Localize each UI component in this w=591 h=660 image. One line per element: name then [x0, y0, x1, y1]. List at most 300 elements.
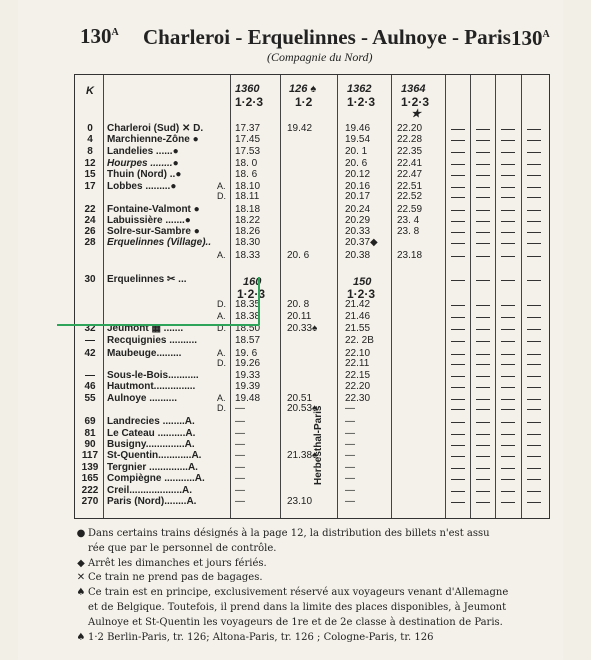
arrival-departure-marker: A.	[217, 250, 226, 260]
table-row	[75, 496, 549, 508]
station-name: Fontaine-Valmont ●	[107, 204, 200, 215]
table-row	[75, 274, 549, 286]
empty-column-dash	[476, 164, 490, 165]
empty-column-dash	[476, 399, 490, 400]
time-cell: —	[345, 450, 355, 461]
empty-column-dash	[527, 468, 541, 469]
footnote-symbol-icon: ♠	[76, 587, 86, 598]
time-cell: 18.26	[235, 226, 261, 237]
empty-column-dash	[451, 175, 465, 176]
empty-column-dash	[451, 152, 465, 153]
time-cell: 20. 6	[287, 250, 310, 261]
time-cell: 19.48	[235, 393, 261, 404]
empty-column-dash	[476, 129, 490, 130]
time-cell: 20.17	[345, 191, 371, 202]
time-cell: —	[345, 428, 355, 439]
km-value: 8	[87, 146, 93, 157]
empty-column-dash	[451, 491, 465, 492]
empty-column-dash	[451, 502, 465, 503]
empty-column-dash	[527, 479, 541, 480]
timetable-grid	[74, 74, 550, 519]
time-cell: —	[345, 462, 355, 473]
empty-column-dash	[527, 354, 541, 355]
empty-column-dash	[527, 280, 541, 281]
empty-column-dash	[451, 232, 465, 233]
footnote-symbol-icon: ♠	[76, 632, 86, 643]
time-cell: 21.55	[345, 323, 371, 334]
empty-column-dash	[527, 445, 541, 446]
table-row	[75, 403, 549, 415]
km-value: 28	[84, 237, 96, 248]
empty-column-dash	[527, 376, 541, 377]
empty-column-dash	[451, 280, 465, 281]
arrival-departure-marker: A.	[217, 311, 226, 321]
empty-column-dash	[527, 164, 541, 165]
table-row	[75, 191, 549, 203]
time-cell: 17.53	[235, 146, 261, 157]
footnote-symbol-icon: ●	[76, 528, 86, 539]
empty-column-dash	[527, 317, 541, 318]
empty-column-dash	[451, 317, 465, 318]
station-name: Sous-le-Bois...........	[107, 370, 199, 381]
empty-column-dash	[476, 140, 490, 141]
empty-column-dash	[527, 409, 541, 410]
km-value: 81	[84, 428, 96, 439]
time-cell: 20.53♠	[287, 403, 318, 414]
empty-column-dash	[501, 210, 515, 211]
empty-column-dash	[527, 456, 541, 457]
empty-column-dash	[451, 354, 465, 355]
km-value: 4	[87, 134, 93, 145]
arrival-departure-marker: D.	[217, 191, 226, 201]
empty-column-dash	[451, 479, 465, 480]
empty-column-dash	[476, 329, 490, 330]
empty-column-dash	[501, 445, 515, 446]
km-value: 46	[84, 381, 96, 392]
table-row	[75, 134, 549, 146]
time-cell: 18.10	[235, 181, 261, 192]
time-cell: 22.28	[397, 134, 423, 145]
empty-column-dash	[476, 175, 490, 176]
table-row	[75, 311, 549, 323]
empty-column-dash	[527, 305, 541, 306]
sub-train-class: 1·2·3	[347, 287, 376, 301]
empty-column-dash	[451, 140, 465, 141]
empty-column-dash	[501, 243, 515, 244]
star-icon: ★	[411, 108, 421, 120]
time-cell: —	[235, 416, 245, 427]
footnote-text: 1·2 Berlin-Paris, tr. 126; Altona-Paris, tr. 126 ; Cologne-Paris, tr. 126	[88, 632, 434, 643]
empty-column-dash	[527, 129, 541, 130]
station-name: Lobbes .........●	[107, 181, 177, 192]
empty-column-dash	[527, 341, 541, 342]
empty-column-dash	[476, 232, 490, 233]
time-cell: 18.50	[235, 323, 261, 334]
empty-column-dash	[501, 502, 515, 503]
km-value: 117	[81, 450, 99, 461]
empty-column-dash	[451, 468, 465, 469]
table-row	[75, 250, 549, 262]
time-cell: 19.33	[235, 370, 261, 381]
table-row	[75, 416, 549, 428]
footnote	[74, 543, 550, 554]
km-value: 55	[84, 393, 96, 404]
table-row	[75, 358, 549, 370]
empty-column-dash	[451, 445, 465, 446]
empty-column-dash	[501, 456, 515, 457]
station-name: Hourpes ........●	[107, 158, 179, 169]
empty-column-dash	[476, 364, 490, 365]
time-cell: 17.37	[235, 123, 261, 134]
empty-column-dash	[451, 329, 465, 330]
empty-column-dash	[501, 317, 515, 318]
table-row	[75, 146, 549, 158]
time-cell: 18.30	[235, 237, 261, 248]
time-cell: 18. 6	[235, 169, 258, 180]
table-number-right: $130^A$	[511, 26, 550, 50]
empty-column-dash	[476, 445, 490, 446]
station-name: Aulnoye ..........	[107, 393, 178, 404]
km-value: 15	[84, 169, 96, 180]
empty-column-dash	[501, 280, 515, 281]
station-name: Erquelinnes ✂ ...	[107, 274, 187, 285]
station-name: Marchienne-Zône ●	[107, 134, 199, 145]
empty-column-dash	[501, 232, 515, 233]
empty-column-dash	[476, 502, 490, 503]
km-value: 139	[81, 462, 99, 473]
footnote-text: Dans certains trains désignés à la page 12, la distribution des billets n'est assu	[88, 528, 490, 539]
station-name: St-Quentin............A.	[107, 450, 202, 461]
empty-column-dash	[501, 175, 515, 176]
station-name: Solre-sur-Sambre ●	[107, 226, 200, 237]
time-cell: 17.45	[235, 134, 261, 145]
empty-column-dash	[476, 387, 490, 388]
station-name: Maubeuge.........	[107, 348, 182, 359]
time-cell: 22.15	[345, 370, 371, 381]
empty-column-dash	[476, 221, 490, 222]
table-row	[75, 381, 549, 393]
time-cell: 22.47	[397, 169, 423, 180]
time-cell: 19.39	[235, 381, 261, 392]
time-cell: 18. 0	[235, 158, 258, 169]
table-row	[75, 450, 549, 462]
time-cell: 22.11	[345, 358, 370, 369]
station-name: Creil...................A.	[107, 485, 193, 496]
time-cell: 23. 8	[397, 226, 420, 237]
time-cell: —	[345, 496, 355, 507]
station-name: Hautmont...............	[107, 381, 196, 392]
train-number: 1362	[347, 83, 372, 95]
empty-column-dash	[476, 305, 490, 306]
time-cell: 19.54	[345, 134, 371, 145]
km-value: 17	[84, 181, 96, 192]
time-cell: 20.16	[345, 181, 371, 192]
empty-column-dash	[501, 197, 515, 198]
station-name: Charleroi (Sud) ✕ D.	[107, 123, 204, 134]
km-value: 0	[87, 123, 93, 134]
empty-column-dash	[476, 280, 490, 281]
empty-column-dash	[476, 317, 490, 318]
time-cell: 20.33	[345, 226, 371, 237]
footnote	[74, 528, 550, 539]
empty-column-dash	[451, 256, 465, 257]
time-cell: 18.57	[235, 335, 261, 346]
empty-column-dash	[527, 210, 541, 211]
table-row	[75, 335, 549, 347]
empty-column-dash	[501, 256, 515, 257]
station-name: Paris (Nord)........A.	[107, 496, 197, 507]
empty-column-dash	[451, 243, 465, 244]
time-cell: 21.46	[345, 311, 371, 322]
time-cell: —	[235, 403, 245, 414]
time-cell: 22.10	[345, 348, 371, 359]
empty-column-dash	[527, 197, 541, 198]
empty-column-dash	[527, 491, 541, 492]
company-name: (Compagnie du Nord)	[267, 50, 373, 64]
sub-train-number: 160	[243, 276, 262, 288]
time-cell: 21.42	[345, 299, 371, 310]
km-value: 90	[84, 439, 96, 450]
empty-column-dash	[527, 387, 541, 388]
time-cell: 22.59	[397, 204, 423, 215]
empty-column-dash	[501, 409, 515, 410]
km-value: —	[85, 370, 95, 381]
time-cell: 22.35	[397, 146, 423, 157]
empty-column-dash	[501, 364, 515, 365]
table-row	[75, 299, 549, 311]
empty-column-dash	[476, 152, 490, 153]
km-value: 42	[84, 348, 96, 359]
km-value: 270	[81, 496, 99, 507]
km-value: 69	[84, 416, 96, 427]
train-number: 126 ♠	[289, 83, 317, 95]
empty-column-dash	[451, 221, 465, 222]
empty-column-dash	[501, 434, 515, 435]
arrival-departure-marker: A.	[217, 393, 226, 403]
station-name: Recquignies ..........	[107, 335, 198, 346]
station-name: Tergnier ..............A.	[107, 462, 198, 473]
empty-column-dash	[476, 243, 490, 244]
empty-column-dash	[527, 399, 541, 400]
route-vertical-label: Herbesthal-Paris	[313, 405, 324, 485]
empty-column-dash	[451, 364, 465, 365]
empty-column-dash	[451, 456, 465, 457]
train-class: 1·2	[295, 95, 313, 109]
station-name: Labuissière .......●	[107, 215, 191, 226]
empty-column-dash	[527, 187, 541, 188]
empty-column-dash	[501, 354, 515, 355]
empty-column-dash	[501, 468, 515, 469]
empty-column-dash	[451, 341, 465, 342]
empty-column-dash	[451, 305, 465, 306]
time-cell: —	[235, 473, 245, 484]
time-cell: 18.22	[235, 215, 261, 226]
empty-column-dash	[451, 164, 465, 165]
empty-column-dash	[451, 187, 465, 188]
time-cell: 20.11	[287, 311, 312, 322]
time-cell: 19.46	[345, 123, 371, 134]
empty-column-dash	[501, 399, 515, 400]
time-cell: —	[235, 439, 245, 450]
km-value: —	[85, 335, 95, 346]
arrival-departure-marker: D.	[217, 299, 226, 309]
time-cell: 20. 6	[345, 158, 368, 169]
empty-column-dash	[476, 354, 490, 355]
timetable-page	[18, 0, 563, 660]
arrival-departure-marker: A.	[217, 348, 226, 358]
empty-column-dash	[527, 364, 541, 365]
station-name: Compiègne ...........A.	[107, 473, 205, 484]
train-class: 1·2·3	[401, 95, 430, 109]
footnote-text: et de Belgique. Toutefois, il prend dans la limite des places disponibles, à Jeumont	[88, 602, 507, 613]
empty-column-dash	[527, 256, 541, 257]
time-cell: 22.30	[345, 393, 371, 404]
empty-column-dash	[501, 387, 515, 388]
station-name: Thuin (Nord) ..●	[107, 169, 182, 180]
empty-column-dash	[527, 434, 541, 435]
empty-column-dash	[476, 456, 490, 457]
time-cell: 22. 2B	[345, 335, 374, 346]
time-cell: 22.41	[397, 158, 423, 169]
arrival-departure-marker: D.	[217, 323, 226, 333]
highlight-line	[57, 324, 259, 326]
time-cell: 20.12	[345, 169, 371, 180]
time-cell: —	[345, 439, 355, 450]
km-value: 222	[81, 485, 99, 496]
empty-column-dash	[451, 387, 465, 388]
route-title: Charleroi - Erquelinnes - Aulnoye - Paris	[143, 25, 511, 49]
empty-column-dash	[501, 491, 515, 492]
time-cell: 20.29	[345, 215, 371, 226]
empty-column-dash	[476, 434, 490, 435]
time-cell: 19. 6	[235, 348, 258, 359]
station-name: Erquelinnes (Village)..	[107, 237, 212, 248]
footnote	[74, 632, 550, 643]
time-cell: 23. 4	[397, 215, 420, 226]
time-cell: 20.33♠	[287, 323, 318, 334]
time-cell: 20.38	[345, 250, 371, 261]
time-cell: 20. 8	[287, 299, 310, 310]
km-value: 26	[84, 226, 96, 237]
empty-column-dash	[501, 129, 515, 130]
empty-column-dash	[501, 140, 515, 141]
train-class: 1·2·3	[235, 95, 264, 109]
spade-icon: ♠	[310, 83, 317, 95]
footnote	[74, 572, 550, 583]
empty-column-dash	[476, 479, 490, 480]
empty-column-dash	[501, 187, 515, 188]
empty-column-dash	[501, 341, 515, 342]
time-cell: 23.10	[287, 496, 313, 507]
sub-train-class: 1·2·3	[237, 287, 266, 301]
arrival-departure-marker: D.	[217, 403, 226, 413]
empty-column-dash	[476, 210, 490, 211]
km-value: 24	[84, 215, 96, 226]
empty-column-dash	[476, 187, 490, 188]
footnote-text: Ce train ne prend pas de bagages.	[88, 572, 263, 583]
footnote-symbol-icon: ✕	[76, 572, 86, 583]
time-cell: —	[345, 416, 355, 427]
km-value: 165	[81, 473, 99, 484]
table-row	[75, 169, 549, 181]
highlight-line	[258, 277, 260, 325]
time-cell: 18.35	[235, 299, 261, 310]
empty-column-dash	[476, 468, 490, 469]
time-cell: —	[235, 496, 245, 507]
empty-column-dash	[451, 422, 465, 423]
footnote-text: rée que par le personnel de contrôle.	[88, 543, 277, 554]
empty-column-dash	[476, 491, 490, 492]
empty-column-dash	[476, 409, 490, 410]
train-class: 1·2·3	[347, 95, 376, 109]
time-cell: —	[235, 485, 245, 496]
empty-column-dash	[451, 210, 465, 211]
time-cell: 18.33	[235, 250, 261, 261]
time-cell: 22.52	[397, 191, 423, 202]
empty-column-dash	[527, 175, 541, 176]
footnote-text: Aulnoye et St-Quentin les voyageurs de 1re et de 2e classe à destination de Paris.	[88, 617, 503, 628]
station-name: Le Cateau ..........A.	[107, 428, 196, 439]
time-cell: 22.51	[397, 181, 423, 192]
footnote-text: Ce train est en principe, exclusivement réservé aux voyageurs venant d'Allemagne	[88, 587, 509, 598]
table-number-left: $130^A$	[80, 24, 119, 48]
arrival-departure-marker: D.	[217, 358, 226, 368]
empty-column-dash	[527, 232, 541, 233]
km-value: 12	[84, 158, 96, 169]
footnote-text: Arrêt les dimanches et jours fériés.	[88, 558, 267, 569]
time-cell: —	[345, 473, 355, 484]
station-name: Busigny..............A.	[107, 439, 195, 450]
time-cell: —	[235, 428, 245, 439]
km-value: 32	[84, 323, 96, 334]
footnote	[74, 617, 550, 628]
empty-column-dash	[527, 152, 541, 153]
station-name: Landrecies ........A.	[107, 416, 195, 427]
empty-column-dash	[451, 399, 465, 400]
time-cell: 20.51	[287, 393, 313, 404]
empty-column-dash	[527, 243, 541, 244]
empty-column-dash	[451, 434, 465, 435]
km-header: K	[86, 85, 94, 97]
time-cell: 20.24	[345, 204, 371, 215]
time-cell: 22.20	[397, 123, 423, 134]
table-row	[75, 237, 549, 249]
time-cell: 23.18	[397, 250, 423, 261]
empty-column-dash	[501, 152, 515, 153]
empty-column-dash	[527, 422, 541, 423]
empty-column-dash	[501, 305, 515, 306]
time-cell: 19.26	[235, 358, 261, 369]
empty-column-dash	[451, 409, 465, 410]
station-name: Jeumont ▦ .......	[107, 323, 184, 334]
empty-column-dash	[501, 422, 515, 423]
empty-column-dash	[527, 329, 541, 330]
empty-column-dash	[527, 221, 541, 222]
km-value: 30	[84, 274, 96, 285]
time-cell: —	[235, 462, 245, 473]
time-cell: 18.11	[235, 191, 260, 202]
table-row	[75, 473, 549, 485]
train-number: 1360	[235, 83, 260, 95]
empty-column-dash	[476, 341, 490, 342]
time-cell: 20.37◆	[345, 237, 378, 248]
sub-train-number: 150	[353, 276, 372, 288]
footnote	[74, 558, 550, 569]
time-cell: 18.38	[235, 311, 261, 322]
empty-column-dash	[527, 140, 541, 141]
empty-column-dash	[501, 164, 515, 165]
train-number: 1364	[401, 83, 426, 95]
